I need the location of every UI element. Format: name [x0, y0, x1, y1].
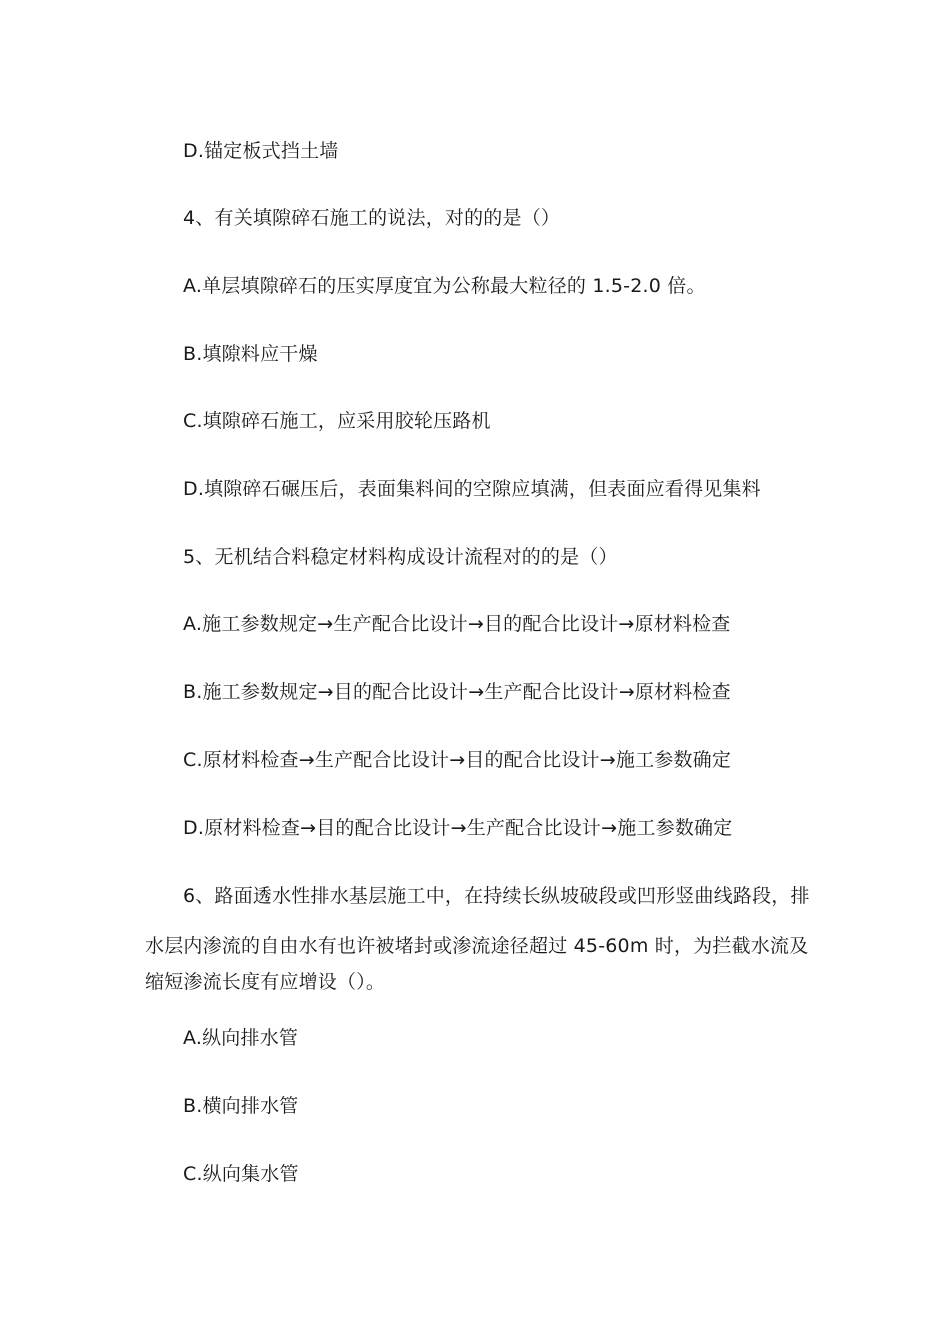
question-5: 5、无机结合料稳定材料构成设计流程对的的是（）: [183, 546, 618, 568]
option-d-q4: D.填隙碎石碾压后，表面集料间的空隙应填满，但表面应看得见集料: [183, 478, 761, 500]
option-c-q6: C.纵向集水管: [183, 1163, 299, 1185]
question-6-line-3: 缩短渗流长度有应增设（）。: [145, 971, 386, 993]
option-d-q5: D.原材料检查→目的配合比设计→生产配合比设计→施工参数确定: [183, 817, 733, 839]
question-6-line-1: 6、路面透水性排水基层施工中，在持续长纵坡破段或凹形竖曲线路段，排: [183, 885, 810, 907]
option-c-q5: C.原材料检查→生产配合比设计→目的配合比设计→施工参数确定: [183, 749, 732, 771]
option-d-q3: D.锚定板式挡土墙: [183, 140, 339, 162]
option-b-q6: B.横向排水管: [183, 1095, 299, 1117]
question-4: 4、有关填隙碎石施工的说法，对的的是（）: [183, 207, 561, 229]
option-a-q5: A.施工参数规定→生产配合比设计→目的配合比设计→原材料检查: [183, 613, 731, 635]
question-6-line-2: 水层内渗流的自由水有也许被堵封或渗流途径超过 45-60m 时，为拦截水流及: [145, 935, 809, 957]
option-b-q5: B.施工参数规定→目的配合比设计→生产配合比设计→原材料检查: [183, 681, 731, 703]
option-a-q6: A.纵向排水管: [183, 1027, 299, 1049]
option-c-q4: C.填隙碎石施工，应采用胶轮压路机: [183, 410, 491, 432]
option-b-q4: B.填隙料应干燥: [183, 343, 318, 365]
option-a-q4: A.单层填隙碎石的压实厚度宜为公称最大粒径的 1.5-2.0 倍。: [183, 275, 706, 297]
